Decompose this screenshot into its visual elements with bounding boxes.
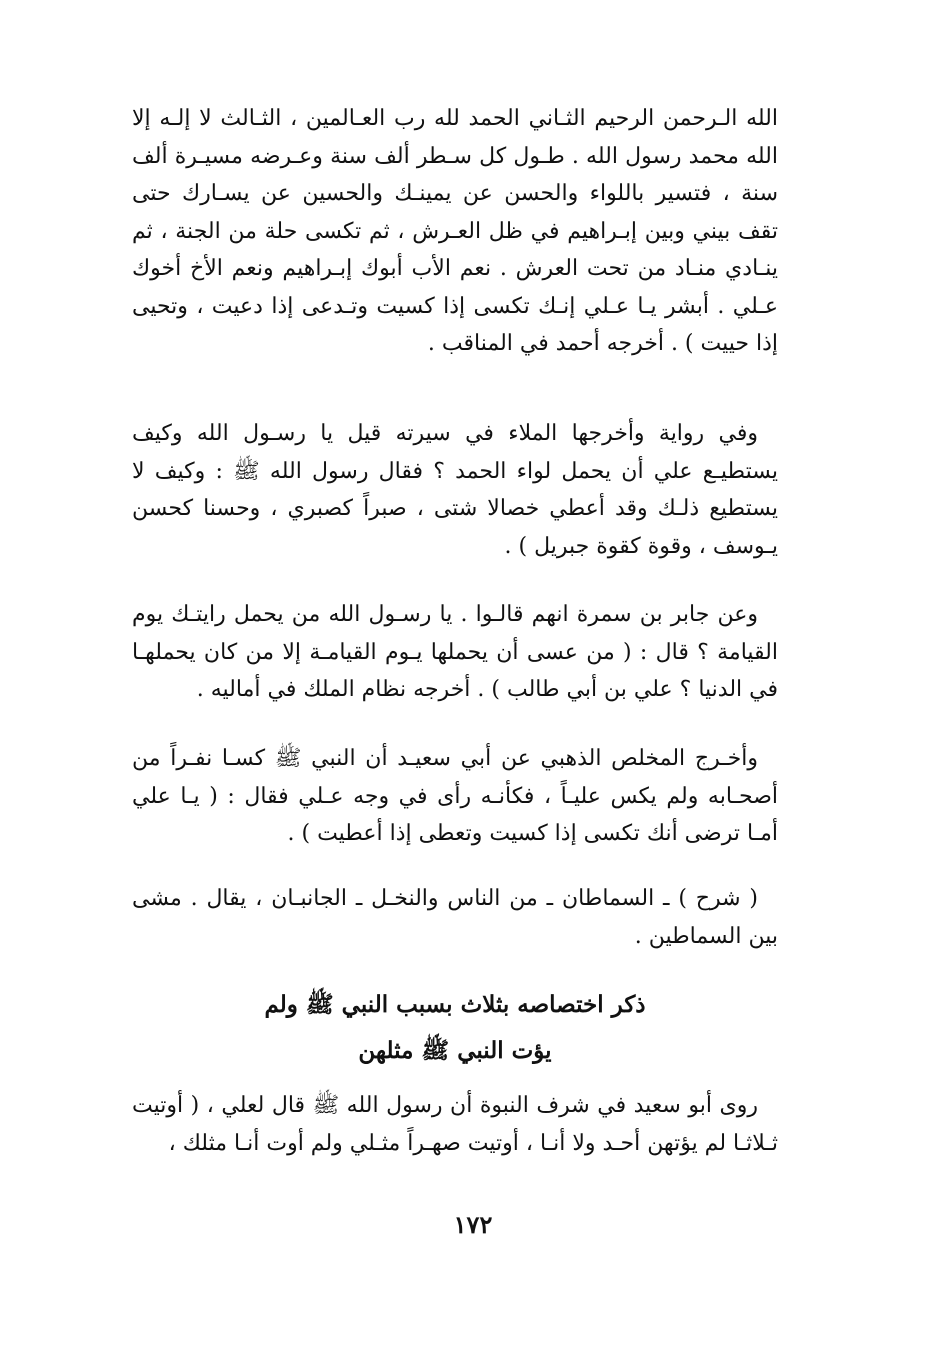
section-heading-line-1: ذكر اختصاصه بثلاث بسبب النبي ﷺ ولم	[264, 991, 646, 1018]
paragraph-4: وأخـرج المخلص الذهبي عن أبي سعيـد أن النبي ﷺ كسـا نفـراً من أصحـابه ولم يكس عليـاً ، فكأنـه رأى في وجه عـلي فقال : ( يـا علي أمـا ترضى أنك تكسى إذا كسيت وتعطى إذا أعطيت ) .	[132, 746, 778, 846]
paragraph-1: الله الـرحمن الرحيم الثـاني الحمد لله رب العـالمين ، الثـالث لا إلـه إلا الله محمد رسول الله . طـول كل سـطر ألف سنة وعـرضه مسيـرة ألف سنة ، فتسير باللواء والحسن عن يمينـك والحسين عن يسـارك حتى تقف بيني وبين إبـراهيم في ظل العـرش ، ثم تكسى حلة من الجنة ، ثم ينـادي منـاد من تحت العرش . نعم الأب أبوك إبـراهيم ونعم الأخ أخوك عـلي . أبشر يـا عـلي إنـك تكسى إذا كسيت وتـدعى إذا دعيت ، وتحيى إذا حييت ) . أخرجه أحمد في المناقب .	[132, 106, 778, 356]
section-heading	[132, 982, 778, 1074]
paragraph-5-explanation: ( شرح ) ـ السماطان ـ من الناس والنخـل ـ الجانبـان ، يقال . مشى بين السماطين .	[132, 886, 778, 949]
section-heading-line-2: يؤت النبي ﷺ مثلهن	[358, 1037, 552, 1064]
paragraph-3: وعن جابر بن سمرة انهم قالـوا . يا رسـول الله من يحمل رايتـك يوم القيامة ؟ قال : ( من عسى أن يحملها يـوم القيامـة إلا من كان يحملهـا في الدنيا ؟ علي بن أبي طالب ) . أخرجه نظام الملك في أماليه .	[132, 602, 778, 702]
page-number: ١٧٢	[453, 1210, 493, 1239]
paragraph-2: وفي رواية وأخرجها الملاء في سيرته قيل يا رسـول الله وكيف يستطيـع علي أن يحمل لواء الحمد ؟ فقال رسول الله ﷺ : وكيف لا يستطيع ذلـك وقد أعطي خصالا شتى ، صبراً كصبري ، وحسنا كحسن يـوسف ، وقوة كقوة جبريل ) .	[132, 421, 778, 559]
paragraph-6: روى أبو سعيد في شرف النبوة أن رسول الله ﷺ قال لعلي ، ( أوتيت ثـلاثـا لم يؤتهن أحـد ولا أنـا ، أوتيت صهـراً مثـلي ولم أوت أنـا مثلك ،	[132, 1093, 778, 1156]
